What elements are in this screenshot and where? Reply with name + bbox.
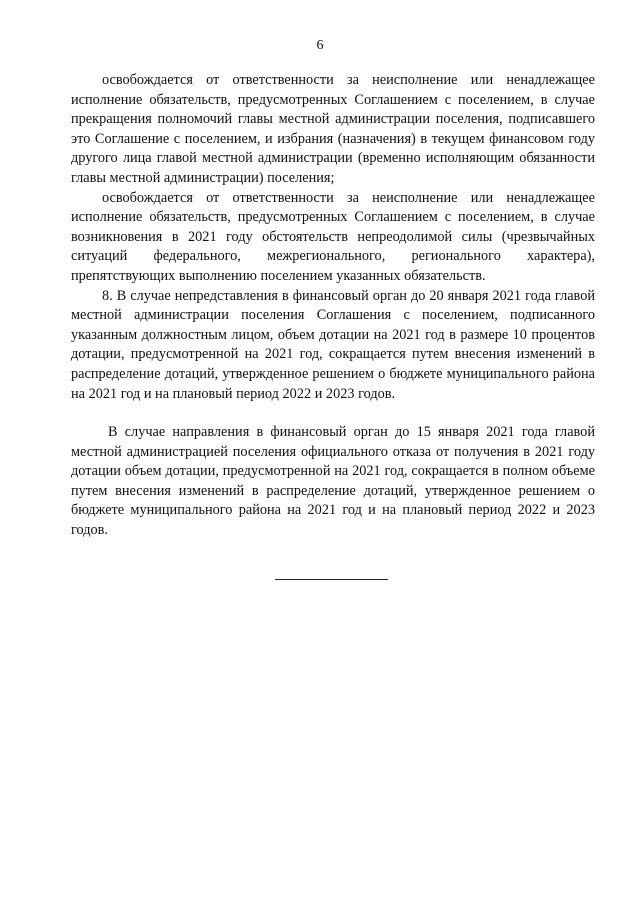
paragraph-item-8: 8. В случае непредставления в финансовый орган до 20 января 2021 года главой местной администрации поселения Соглашения с поселением, подписанного указанным должностным лицом, объем дотации на 2021 год в размере 10 процентов дотации, предусмотренной на 2021 год, сокращается путем внесения изменений в распределение дотаций, утвержденное решением о бюджете муниципального района на 2021 год и на плановый период 2022 и 2023 годов.: [71, 287, 595, 402]
page-number: 6: [316, 38, 324, 53]
paragraph-release-termination-of-powers: освобождается от ответственности за неисполнение или ненадлежащее исполнение обязательств, предусмотренных Соглашением с поселением, в случае прекращения полномочий главы местной администрации поселения, подписавшего это Соглашение с поселением, и избрания (назначения) в текущем финансовом году другого лица главой местной администрации (временно исполняющим обязанности главы местной администрации) поселения;: [71, 72, 595, 186]
paragraph-release-force-majeure: освобождается от ответственности за неисполнение или ненадлежащее исполнение обязательств, предусмотренных Соглашением с поселением, в случае возникновения в 2021 году обстоятельств непреодолимой силы (чрезвычайных ситуаций федерального, межрегионального, регионального характера), препятствующих выполнению поселением указанных обязательств.: [71, 189, 595, 284]
paragraph-refusal: В случае направления в финансовый орган до 15 января 2021 года главой местной администрацией поселения официального отказа от получения в 2021 году дотации объем дотации, предусмотренной на 2021 год, сокращается в полном объеме путем внесения изменений в распределение дотаций, утвержденное решением о бюджете муниципального района на 2021 год и на плановый период 2022 и 2023 годов.: [71, 424, 595, 539]
document-body: [71, 71, 595, 541]
end-of-text-rule: [275, 579, 388, 580]
